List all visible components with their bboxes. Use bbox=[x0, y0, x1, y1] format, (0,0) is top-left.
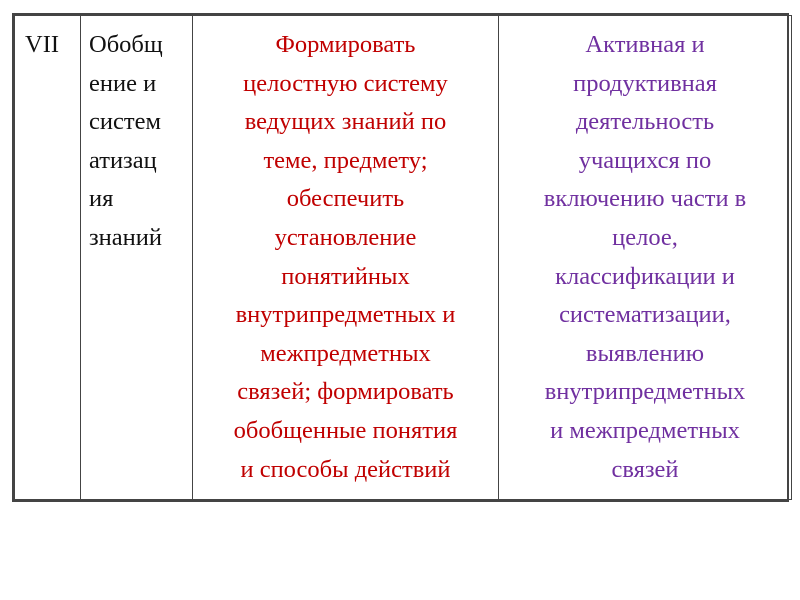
stage-name-line: атизац bbox=[89, 146, 157, 174]
stage-name-line: систем bbox=[89, 108, 161, 136]
table-row bbox=[15, 16, 792, 500]
lesson-stage-table bbox=[12, 13, 789, 502]
activity-line: систематизации, bbox=[559, 301, 731, 329]
activity-line: выявлению bbox=[585, 339, 705, 367]
goal-line: теме, предмету; bbox=[263, 146, 428, 174]
activity-line: внутрипредметных bbox=[544, 378, 746, 406]
student-activity-cell bbox=[499, 16, 792, 500]
goal-line: Формировать bbox=[275, 31, 416, 58]
activity-line: деятельность bbox=[575, 108, 715, 136]
goal-line: ведущих знаний по bbox=[244, 108, 447, 136]
goal-line: и способы действий bbox=[240, 455, 451, 483]
stage-table bbox=[14, 15, 792, 500]
goal-line: обеспечить bbox=[286, 185, 405, 213]
activity-line: целое, bbox=[612, 223, 678, 251]
stage-goal-cell bbox=[193, 16, 499, 500]
goal-line: связей; формировать bbox=[237, 378, 454, 406]
activity-line: и межпредметных bbox=[550, 416, 740, 444]
activity-line: включению части в bbox=[543, 185, 747, 213]
activity-line: классификации и bbox=[555, 262, 735, 290]
goal-line: межпредметных bbox=[260, 339, 431, 367]
stage-number: VII bbox=[25, 31, 60, 58]
goal-line: целостную систему bbox=[243, 69, 448, 97]
goal-line: внутрипредметных и bbox=[235, 301, 456, 329]
activity-line: связей bbox=[611, 455, 679, 483]
stage-name-cell bbox=[81, 16, 193, 500]
activity-line: Активная и bbox=[585, 31, 705, 58]
goal-line: установление bbox=[274, 223, 417, 251]
stage-name-line: знаний bbox=[89, 223, 162, 251]
goal-line: обобщенные понятия bbox=[233, 416, 458, 444]
stage-name-line: ение и bbox=[89, 69, 157, 97]
stage-name-line: ия bbox=[89, 185, 114, 213]
stage-number-cell bbox=[15, 16, 81, 500]
activity-line: учащихся по bbox=[578, 146, 712, 174]
stage-name-line: Обобщ bbox=[89, 31, 163, 58]
activity-line: продуктивная bbox=[573, 69, 717, 97]
goal-line: понятийных bbox=[281, 262, 410, 290]
